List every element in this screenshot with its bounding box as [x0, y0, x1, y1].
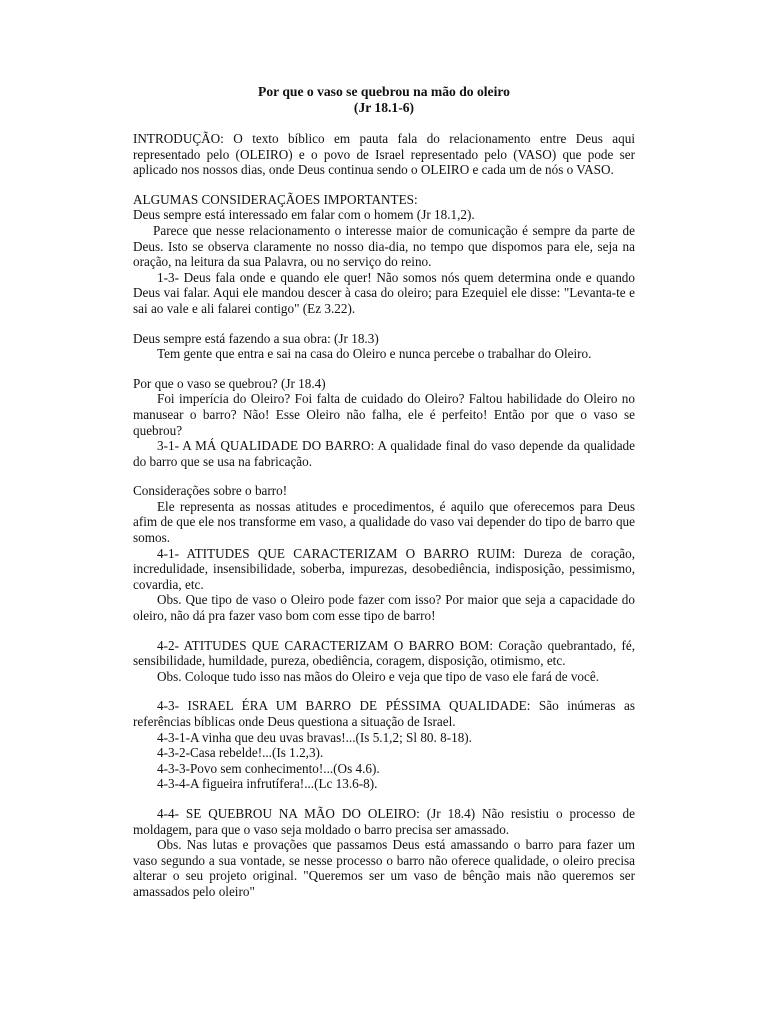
section-heading: Por que o vaso se quebrou? (Jr 18.4): [133, 375, 326, 391]
section-heading: Deus sempre está fazendo a sua obra: (Jr 18.3): [133, 330, 379, 346]
document-title: Por que o vaso se quebrou na mão do oleiro: [258, 84, 510, 99]
paragraph: Foi imperícia do Oleiro? Foi falta de cuidado do Oleiro? Faltou habilidade do Oleiro no manusear o barro? Não! Esse Oleiro não falha, ele é perfeito! Então por que o vaso se quebrou?: [133, 391, 635, 438]
list-item: 4-3-1-A vinha que deu uvas bravas!...(Is 5.1,2; Sl 80. 8-18).: [157, 729, 472, 745]
paragraph: Obs. Nas lutas e provações que passamos Deus está amassando o barro para fazer um vaso segundo a sua vontade, se nesse processo o barro não oferece qualidade, o oleiro precisa alterar o seu projeto original. "Queremos ser um vaso de bênção mais não queremos ser amassados pelo oleiro": [133, 837, 635, 899]
paragraph: Parece que nesse relacionamento o interesse maior de comunicação é sempre da parte de Deus. Isto se observa claramente no nosso dia-dia, no tempo que dispomos para ele, seja na oração, na leitura da sua Palavra, ou no serviço do reino.: [133, 222, 635, 270]
list-item: 4-3-4-A figueira infrutífera!...(Lc 13.6-8).: [157, 776, 378, 792]
paragraph: 3-1- A MÁ QUALIDADE DO BARRO: A qualidade final do vaso depende da qualidade do barro que se usa na fabricação.: [133, 438, 635, 469]
document-body: [133, 84, 635, 900]
intro-paragraph: INTRODUÇÃO: O texto bíblico em pauta fala do relacionamento entre Deus aqui representado pelo (OLEIRO) e o povo de Israel representado pelo (VASO) que pode ser aplicado nos nossos dias, onde Deus continua sendo o OLEIRO e cada um de nós o VASO.: [133, 131, 635, 178]
section-heading: ALGUMAS CONSIDERAÇÃOES IMPORTANTES:: [133, 191, 418, 207]
list-item: 4-3-3-Povo sem conhecimento!...(Os 4.6).: [157, 760, 380, 776]
paragraph: Obs. Que tipo de vaso o Oleiro pode fazer com isso? Por maior que seja a capacidade do oleiro, não dá pra fazer vaso bom com esse tipo de barro!: [133, 592, 635, 624]
paragraph: 1-3- Deus fala onde e quando ele quer! Não somos nós quem determina onde e quando Deus vai falar. Aqui ele mandou descer à casa do oleiro; para Ezequiel ele disse: "Levanta-te e sai ao vale e ali falarei contigo" (Ez 3.22).: [133, 269, 635, 316]
paragraph: 4-2- ATITUDES QUE CARACTERIZAM O BARRO BOM: Coração quebrantado, fé, sensibilidade, humildade, pureza, obediência, coragem, disposição, otimismo, etc.: [133, 637, 635, 669]
section-heading: Considerações sobre o barro!: [133, 483, 288, 499]
paragraph: 4-1- ATITUDES QUE CARACTERIZAM O BARRO RUIM: Dureza de coração, incredulidade, insensibilidade, soberba, impurezas, desobediência, indisposição, pessimismo, covardia, etc.: [133, 545, 635, 592]
paragraph: 4-4- SE QUEBROU NA MÃO DO OLEIRO: (Jr 18.4) Não resistiu o processo de moldagem, para que o vaso seja moldado o barro precisa ser amassado.: [133, 805, 635, 837]
paragraph: Tem gente que entra e sai na casa do Oleiro e nunca percebe o trabalhar do Oleiro.: [157, 346, 592, 362]
document-subtitle: (Jr 18.1-6): [353, 100, 415, 115]
paragraph: Deus sempre está interessado em falar com o homem (Jr 18.1,2).: [133, 207, 475, 223]
list-item: 4-3-2-Casa rebelde!...(Is 1.2,3).: [157, 745, 324, 761]
paragraph: Ele representa as nossas atitudes e procedimentos, é aquilo que oferecemos para Deus afim de que ele nos transforme em vaso, a qualidade do vaso vai depender do tipo de barro que somos.: [133, 498, 635, 546]
paragraph: Obs. Coloque tudo isso nas mãos do Oleiro e veja que tipo de vaso ele fará de você.: [157, 668, 600, 684]
paragraph: 4-3- ISRAEL ÉRA UM BARRO DE PÉSSIMA QUALIDADE: São inúmeras as referências bíblicas onde Deus questiona a situação de Israel.: [133, 698, 635, 729]
